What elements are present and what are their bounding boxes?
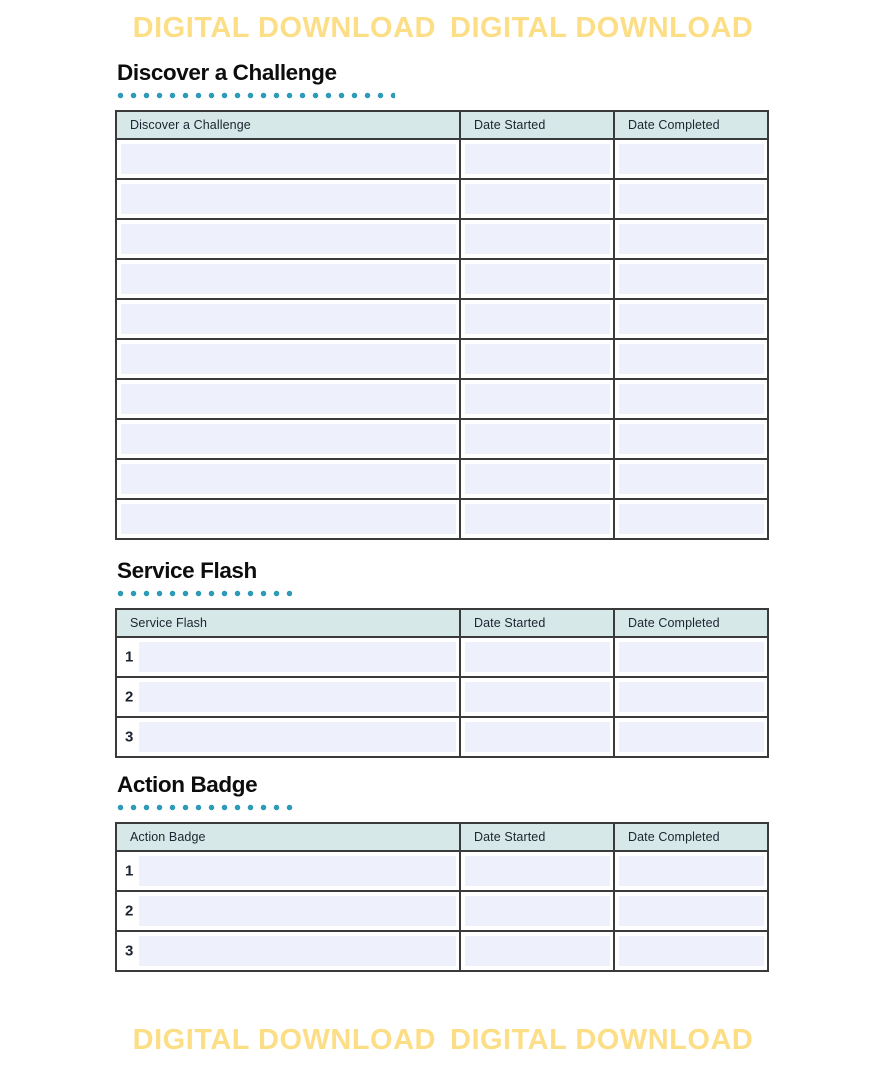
cell-main[interactable] <box>116 677 460 717</box>
cell-input-area[interactable] <box>139 722 456 752</box>
dotted-underline-icon <box>117 590 292 597</box>
cell-date-started[interactable] <box>460 219 614 259</box>
table-service-flash <box>115 608 769 758</box>
table-row <box>116 637 768 677</box>
cell-date-started[interactable] <box>460 259 614 299</box>
cell-input-area[interactable] <box>619 682 764 712</box>
cell-input-area[interactable] <box>139 642 456 672</box>
table-row <box>116 419 768 459</box>
table-row <box>116 891 768 931</box>
cell-main[interactable] <box>116 499 460 539</box>
cell-date-started[interactable] <box>460 891 614 931</box>
cell-date-started[interactable] <box>460 677 614 717</box>
cell-date-started[interactable] <box>460 299 614 339</box>
cell-input-area[interactable] <box>465 184 610 214</box>
column-header-main: Service Flash <box>116 609 460 637</box>
cell-date-started[interactable] <box>460 419 614 459</box>
cell-input-area[interactable] <box>619 424 764 454</box>
cell-input-area[interactable] <box>121 384 456 414</box>
section-service-flash <box>115 560 767 758</box>
column-header-main: Discover a Challenge <box>116 111 460 139</box>
cell-date-completed[interactable] <box>614 891 768 931</box>
row-number: 3 <box>125 942 134 959</box>
dotted-underline-icon <box>117 92 395 99</box>
cell-date-completed[interactable] <box>614 851 768 891</box>
section-heading-service-flash: Service Flash <box>117 558 257 583</box>
table-discover-a-challenge <box>115 110 769 540</box>
cell-date-started[interactable] <box>460 499 614 539</box>
cell-input-area[interactable] <box>619 504 764 534</box>
cell-input-area[interactable] <box>465 896 610 926</box>
table-header-row <box>116 111 768 139</box>
table-row <box>116 379 768 419</box>
cell-date-completed[interactable] <box>614 379 768 419</box>
cell-date-started[interactable] <box>460 179 614 219</box>
column-header-date-completed: Date Completed <box>614 823 768 851</box>
table-row <box>116 717 768 757</box>
cell-main[interactable] <box>116 419 460 459</box>
row-number: 2 <box>125 688 134 705</box>
cell-input-area[interactable] <box>619 224 764 254</box>
row-number: 3 <box>125 728 134 745</box>
cell-input-area[interactable] <box>465 464 610 494</box>
table-row <box>116 179 768 219</box>
cell-date-started[interactable] <box>460 379 614 419</box>
cell-date-completed[interactable] <box>614 677 768 717</box>
table-row <box>116 459 768 499</box>
cell-main[interactable] <box>116 717 460 757</box>
cell-input-area[interactable] <box>619 896 764 926</box>
cell-date-started[interactable] <box>460 339 614 379</box>
row-number: 2 <box>125 902 134 919</box>
cell-input-area[interactable] <box>121 504 456 534</box>
cell-input-area[interactable] <box>465 722 610 752</box>
watermark-bottom-text-left: DIGITAL DOWNLOAD <box>132 1024 436 1056</box>
cell-input-area[interactable] <box>619 304 764 334</box>
table-header-row <box>116 609 768 637</box>
cell-input-area[interactable] <box>619 856 764 886</box>
cell-date-started[interactable] <box>460 931 614 971</box>
column-header-date-started: Date Started <box>460 609 614 637</box>
cell-input-area[interactable] <box>121 344 456 374</box>
column-header-date-started: Date Started <box>460 111 614 139</box>
table-head <box>116 111 768 139</box>
table-header-row <box>116 823 768 851</box>
cell-main[interactable] <box>116 931 460 971</box>
cell-input-area[interactable] <box>619 344 764 374</box>
cell-input-area[interactable] <box>619 184 764 214</box>
cell-date-started[interactable] <box>460 637 614 677</box>
cell-date-completed[interactable] <box>614 419 768 459</box>
dotted-underline-icon <box>117 804 294 811</box>
cell-input-area[interactable] <box>465 642 610 672</box>
cell-input-area[interactable] <box>465 344 610 374</box>
cell-main[interactable] <box>116 637 460 677</box>
table-action-badge <box>115 822 769 972</box>
table-head <box>116 609 768 637</box>
table-body <box>116 851 768 971</box>
cell-date-completed[interactable] <box>614 499 768 539</box>
cell-input-area[interactable] <box>619 264 764 294</box>
cell-date-completed[interactable] <box>614 717 768 757</box>
cell-date-started[interactable] <box>460 851 614 891</box>
cell-input-area[interactable] <box>465 264 610 294</box>
table-row <box>116 677 768 717</box>
cell-input-area[interactable] <box>619 384 764 414</box>
cell-main[interactable] <box>116 219 460 259</box>
table-row <box>116 931 768 971</box>
cell-date-completed[interactable] <box>614 259 768 299</box>
cell-main[interactable] <box>116 851 460 891</box>
cell-input-area[interactable] <box>619 722 764 752</box>
cell-main[interactable] <box>116 139 460 179</box>
cell-main[interactable] <box>116 891 460 931</box>
cell-input-area[interactable] <box>465 384 610 414</box>
column-header-date-completed: Date Completed <box>614 111 768 139</box>
cell-date-completed[interactable] <box>614 219 768 259</box>
cell-input-area[interactable] <box>465 304 610 334</box>
cell-date-completed[interactable] <box>614 931 768 971</box>
watermark-bottom-text-right: DIGITAL DOWNLOAD <box>450 1024 754 1056</box>
cell-input-area[interactable] <box>465 504 610 534</box>
table-row <box>116 259 768 299</box>
cell-date-started[interactable] <box>460 139 614 179</box>
section-discover-a-challenge <box>115 62 767 540</box>
watermark-bottom <box>0 1024 886 1057</box>
cell-input-area[interactable] <box>121 304 456 334</box>
table-row <box>116 339 768 379</box>
table-row <box>116 499 768 539</box>
cell-date-completed[interactable] <box>614 459 768 499</box>
cell-input-area[interactable] <box>465 682 610 712</box>
cell-input-area[interactable] <box>121 264 456 294</box>
column-header-main: Action Badge <box>116 823 460 851</box>
cell-input-area[interactable] <box>139 856 456 886</box>
cell-date-completed[interactable] <box>614 179 768 219</box>
cell-input-area[interactable] <box>619 936 764 966</box>
cell-date-completed[interactable] <box>614 339 768 379</box>
cell-input-area[interactable] <box>121 144 456 174</box>
cell-input-area[interactable] <box>139 896 456 926</box>
row-number: 1 <box>125 648 134 665</box>
cell-date-started[interactable] <box>460 459 614 499</box>
table-body <box>116 637 768 757</box>
cell-main[interactable] <box>116 339 460 379</box>
cell-input-area[interactable] <box>121 424 456 454</box>
table-head <box>116 823 768 851</box>
watermark-top-text-left: DIGITAL DOWNLOAD <box>132 12 436 44</box>
table-row <box>116 139 768 179</box>
column-header-date-completed: Date Completed <box>614 609 768 637</box>
cell-main[interactable] <box>116 459 460 499</box>
cell-input-area[interactable] <box>139 936 456 966</box>
cell-input-area[interactable] <box>465 224 610 254</box>
row-number: 1 <box>125 862 134 879</box>
table-row <box>116 851 768 891</box>
cell-date-completed[interactable] <box>614 299 768 339</box>
cell-main[interactable] <box>116 299 460 339</box>
table-row <box>116 219 768 259</box>
cell-date-completed[interactable] <box>614 139 768 179</box>
cell-input-area[interactable] <box>121 184 456 214</box>
cell-input-area[interactable] <box>619 464 764 494</box>
section-heading-discover: Discover a Challenge <box>117 60 337 85</box>
table-body <box>116 139 768 539</box>
cell-main[interactable] <box>116 379 460 419</box>
cell-input-area[interactable] <box>121 464 456 494</box>
cell-main[interactable] <box>116 179 460 219</box>
column-header-date-started: Date Started <box>460 823 614 851</box>
watermark-top <box>0 12 886 45</box>
cell-input-area[interactable] <box>121 224 456 254</box>
cell-main[interactable] <box>116 259 460 299</box>
section-action-badge <box>115 774 767 972</box>
cell-input-area[interactable] <box>139 682 456 712</box>
cell-input-area[interactable] <box>619 642 764 672</box>
section-heading-action-badge: Action Badge <box>117 772 258 797</box>
cell-date-completed[interactable] <box>614 637 768 677</box>
cell-date-started[interactable] <box>460 717 614 757</box>
cell-input-area[interactable] <box>465 936 610 966</box>
watermark-top-text-right: DIGITAL DOWNLOAD <box>450 12 754 44</box>
table-row <box>116 299 768 339</box>
cell-input-area[interactable] <box>465 856 610 886</box>
cell-input-area[interactable] <box>619 144 764 174</box>
cell-input-area[interactable] <box>465 424 610 454</box>
cell-input-area[interactable] <box>465 144 610 174</box>
